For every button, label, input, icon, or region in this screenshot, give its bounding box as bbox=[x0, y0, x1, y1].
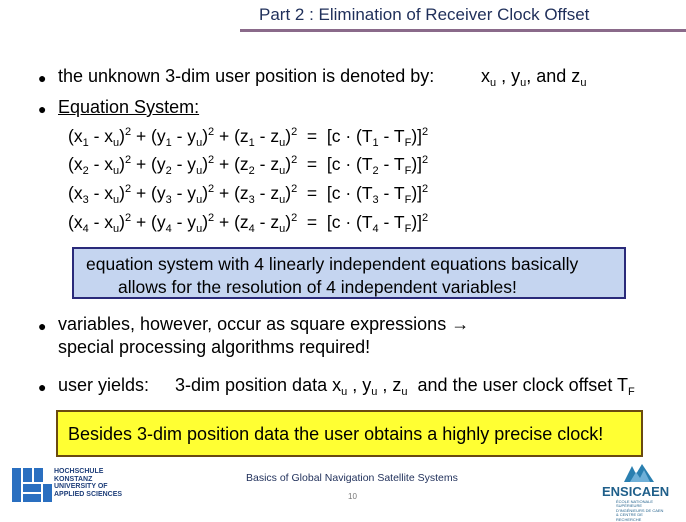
equation-system-label: Equation System: bbox=[58, 97, 200, 117]
page-number: 10 bbox=[348, 492, 357, 501]
bullet-user-yields bbox=[58, 375, 149, 395]
ensicaen-wordmark: ENSICAEN bbox=[602, 484, 670, 499]
equation-3: $(x_3 - x_u)^2 + (y_3 - y_u)^2 + (z_3 - z_u)^2 = [c \cdot (T_3 - T_F)]^2$ bbox=[68, 183, 429, 206]
user-yields-prefix: user yields: bbox=[58, 375, 150, 395]
user-yields-middle: 3-dim position data bbox=[175, 375, 328, 395]
bullet-dot-icon: ● bbox=[38, 101, 47, 117]
page-title: Part 2 : Elimination of Receiver Clock Offset bbox=[259, 5, 590, 24]
user-yields-result: 3-dim position data $x_u$ , $y_u$ , $z_u$ and the user clock offset $T_F$ bbox=[175, 375, 635, 398]
bullet-square-expressions: variables, however, occur as square expressions → bbox=[58, 314, 470, 334]
user-position-variables: $x_u$ , $y_u$, and $z_u$ bbox=[481, 66, 587, 89]
highlight-box-text: Besides 3-dim position data the user obtains a highly precise clock! bbox=[68, 424, 604, 444]
equation-4: $(x_4 - x_u)^2 + (y_4 - y_u)^2 + (z_4 - z_u)^2 = [c \cdot (T_4 - T_F)]^2$ bbox=[68, 212, 429, 235]
info-box-independent-equations bbox=[72, 247, 626, 299]
logo-line: KONSTANZ bbox=[54, 475, 93, 483]
ensicaen-logo-mark-icon bbox=[622, 462, 656, 484]
highlight-box-precise-clock bbox=[56, 410, 643, 457]
info-box-line-2: allows for the resolution of 4 independent variables! bbox=[118, 277, 517, 297]
bullet-dot-icon: ● bbox=[38, 379, 47, 395]
bullet-user-position-text: the unknown 3-dim user position is denoted by: bbox=[58, 66, 435, 86]
bullet-dot-icon: ● bbox=[38, 318, 47, 334]
ensicaen-subtitle: ÉCOLE NATIONALE SUPÉRIEURE D'INGÉNIEURS DE CAEN & CENTRE DE RECHERCHE bbox=[616, 499, 664, 522]
equation-2: $(x_2 - x_u)^2 + (y_2 - y_u)^2 + (z_2 - z_u)^2 = [c \cdot (T_2 - T_F)]^2$ bbox=[68, 154, 429, 177]
bullet-dot-icon: ● bbox=[38, 70, 47, 86]
equation-1: $(x_1 - x_u)^2 + (y_1 - y_u)^2 + (z_1 - z_u)^2 = [c \cdot (T_1 - T_F)]^2$ bbox=[68, 126, 429, 149]
title-divider bbox=[240, 29, 686, 32]
logo-line: UNIVERSITY OF bbox=[54, 483, 108, 491]
user-yields-suffix: and the user clock offset bbox=[417, 375, 613, 395]
logo-line: APPLIED SCIENCES bbox=[54, 490, 123, 498]
ensicaen-logo bbox=[598, 462, 680, 522]
bullet-user-position bbox=[58, 66, 434, 86]
info-box-line-1: equation system with 4 linearly independent equations basically bbox=[86, 254, 579, 274]
bullet-square-expressions-line-2: special processing algorithms required! bbox=[58, 337, 371, 357]
hochschule-logo-text bbox=[54, 468, 122, 498]
logo-line: HOCHSCHULE bbox=[54, 468, 104, 475]
hochschule-logo-mark-icon bbox=[12, 468, 52, 502]
footer-course-title: Basics of Global Navigation Satellite Systems bbox=[246, 472, 458, 484]
